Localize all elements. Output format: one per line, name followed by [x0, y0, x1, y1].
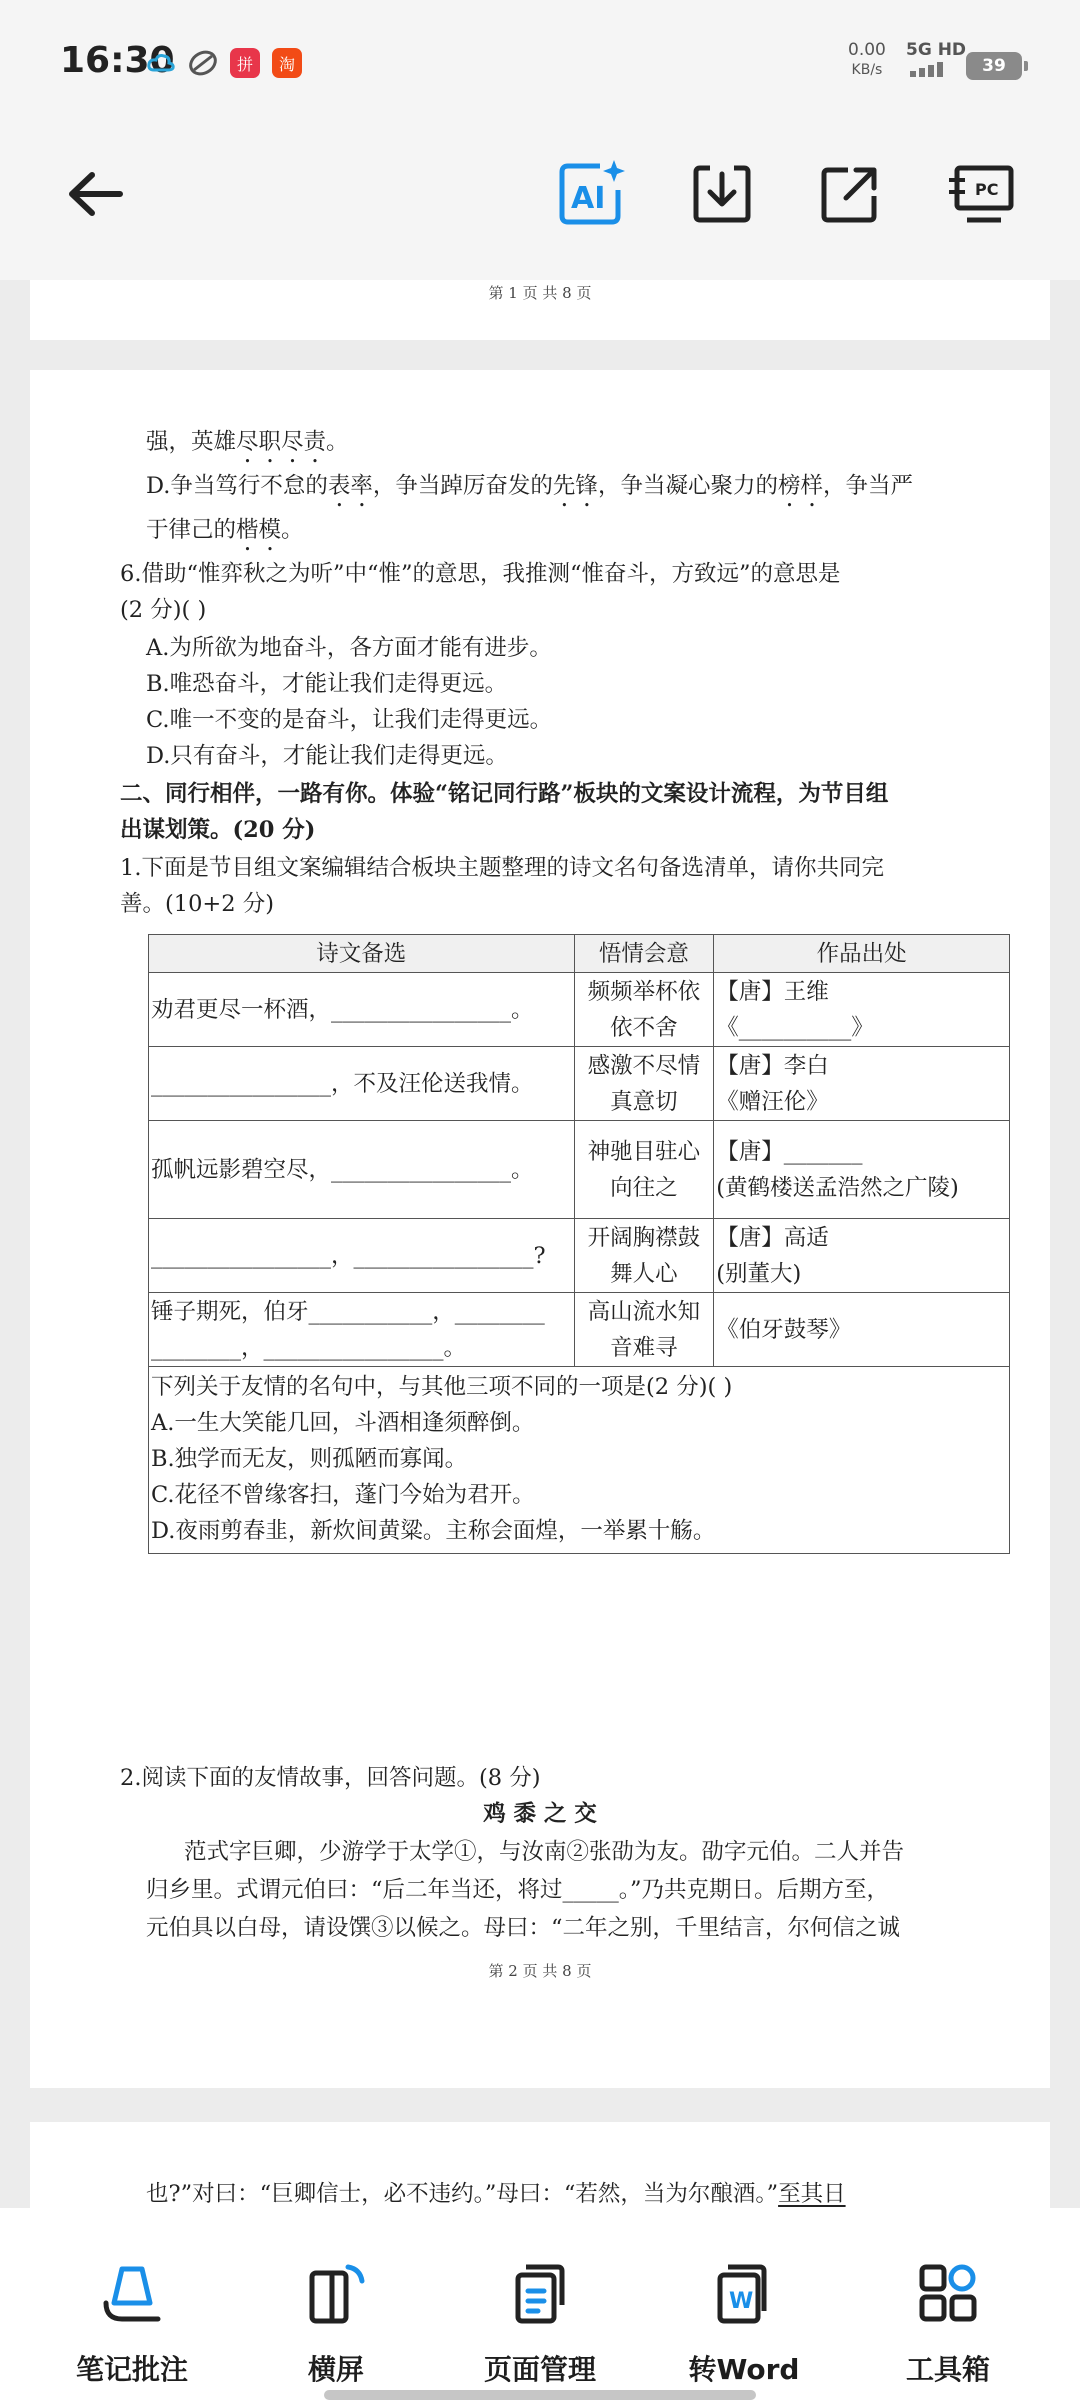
poem-cell	[149, 1219, 575, 1293]
net-speed-value: 0.00	[848, 40, 886, 60]
friendship-option-b: B.独学而无友，则孤陋而寡闻。	[151, 1446, 468, 1472]
page-3	[30, 2122, 1050, 2208]
bottom-toolbar	[0, 2208, 1080, 2408]
question-1-score: 善。(10+2 分)	[120, 891, 275, 917]
poem-line: 孤帆远影碧空尽，________________。	[151, 1156, 534, 1183]
source-cell	[714, 1121, 1010, 1219]
word-convert-label: 转Word	[688, 2353, 800, 2386]
feeling-line: 感激不尽情	[587, 1052, 701, 1079]
page-manage-icon	[505, 2258, 575, 2328]
poem-line: 锤子期死，伯牙___________，________	[151, 1298, 545, 1325]
feeling-line: 高山流水知	[587, 1298, 701, 1325]
table-header: 悟情会意	[574, 935, 714, 973]
feeling-line: 依不舍	[610, 1014, 678, 1041]
q6-option-d: D.只有奋斗，才能让我们走得更远。	[146, 743, 508, 769]
shopping-app-icon: 拼	[230, 48, 260, 78]
rotate-screen-button[interactable]	[236, 2258, 436, 2388]
q6-option-b: B.唯恐奋斗，才能让我们走得更远。	[146, 671, 508, 697]
poem-cell	[149, 1293, 575, 1367]
feeling-cell	[574, 1121, 714, 1219]
table-header: 作品出处	[714, 935, 1010, 973]
svg-text:PC: PC	[975, 180, 999, 199]
option-c-tail: 强，英雄尽职尽责。	[146, 429, 349, 455]
friendship-question: 下列关于友情的名句中，与其他三项不同的一项是(2 分)( )	[151, 1374, 733, 1400]
feeling-line: 真意切	[610, 1088, 678, 1115]
share-icon	[818, 162, 882, 226]
question-2: 2.阅读下面的友情故事，回答问题。(8 分)	[120, 1765, 541, 1791]
option-d: D.争当笃行不怠的表率，争当踔厉奋发的先锋，争当凝心聚力的榜样，争当严	[146, 473, 913, 499]
annotate-button[interactable]	[32, 2258, 232, 2388]
source-line: (别董大)	[716, 1260, 802, 1287]
download-button[interactable]	[680, 152, 764, 236]
source-cell	[714, 1047, 1010, 1121]
top-toolbar	[0, 120, 1080, 280]
section-2-heading-tail: 出谋划策。(20 分)	[120, 817, 316, 843]
net-speed-unit: KB/s	[851, 62, 883, 78]
question-6-score: (2 分)( )	[120, 597, 207, 623]
back-button[interactable]	[52, 152, 136, 236]
annotate-icon	[97, 2258, 167, 2328]
feeling-line: 神驰目驻心	[587, 1138, 701, 1165]
friendship-option-a: A.一生大笑能几回，斗酒相逢须醉倒。	[151, 1410, 535, 1436]
share-button[interactable]	[808, 152, 892, 236]
feeling-cell	[574, 1219, 714, 1293]
feeling-cell	[574, 1047, 714, 1121]
ai-icon	[556, 158, 628, 230]
feeling-line: 舞人心	[610, 1260, 678, 1287]
page-2	[30, 370, 1050, 2088]
feeling-line: 频频举杯依	[587, 978, 701, 1005]
source-line: 《赠汪伦》	[716, 1088, 829, 1115]
source-line: (黄鹤楼送孟浩然之广陵)	[716, 1174, 959, 1201]
source-cell	[714, 1219, 1010, 1293]
table-row	[149, 973, 1010, 1047]
app-icon	[188, 48, 218, 78]
underlined-text: 至其日	[778, 2181, 846, 2207]
home-indicator[interactable]	[324, 2390, 756, 2400]
story-line: 范式字巨卿，少游学于太学①，与汝南②张劭为友。劭字元伯。二人并告	[184, 1839, 905, 1865]
poem-cell	[149, 1047, 575, 1121]
signal-icon	[910, 62, 943, 77]
battery-icon	[966, 52, 1022, 80]
status-bar	[0, 0, 1080, 120]
feeling-line: 开阔胸襟鼓	[587, 1224, 701, 1251]
feeling-cell	[574, 1293, 714, 1367]
page-1	[30, 280, 1050, 340]
poem-line: ________________，________________?	[151, 1242, 546, 1269]
back-arrow-icon	[64, 169, 124, 219]
poem-line: ________________，不及汪伦送我情。	[151, 1070, 534, 1097]
poem-line: 劝君更尽一杯酒，________________。	[151, 996, 534, 1023]
pc-icon	[947, 162, 1017, 226]
feeling-cell	[574, 973, 714, 1047]
status-time: 16:30	[60, 40, 175, 81]
table-header: 诗文备选	[149, 935, 575, 973]
table-row	[149, 1121, 1010, 1219]
annotate-label: 笔记批注	[75, 2353, 188, 2386]
feeling-line: 音难寻	[610, 1334, 678, 1361]
story-line: 元伯具以白母，请设馔③以候之。母曰：“二年之别，千里结言，尔何信之诚	[146, 1915, 901, 1941]
feeling-line: 向往之	[610, 1174, 678, 1201]
pc-button[interactable]	[940, 152, 1024, 236]
battery-level: 39	[982, 56, 1006, 76]
table-header-row	[149, 935, 1010, 973]
poem-cell	[149, 973, 575, 1047]
page-manage-label: 页面管理	[483, 2353, 596, 2386]
toolbox-button[interactable]	[848, 2258, 1048, 2388]
source-line: 【唐】李白	[716, 1052, 829, 1079]
source-line: 《__________》	[716, 1014, 874, 1041]
table-row	[149, 1047, 1010, 1121]
source-line: 【唐】王维	[716, 978, 829, 1005]
story-line	[146, 2176, 846, 2208]
ai-button[interactable]	[550, 152, 634, 236]
friendship-option-d: D.夜雨剪春韭，新炊间黄粱。主称会面煌，一举累十觞。	[151, 1518, 716, 1544]
poem-line: ________，________________。	[151, 1334, 467, 1361]
question-6: 6.借助“惟弈秋之为听”中“惟”的意思，我推测“惟奋斗，方致远”的意思是	[120, 561, 841, 587]
svg-text:W: W	[729, 2289, 754, 2314]
toolbox-icon	[913, 2258, 983, 2328]
svg-text:AI: AI	[571, 181, 606, 216]
page-1-footer: 第 1 页 共 8 页	[488, 284, 592, 302]
question-cell	[149, 1367, 1010, 1554]
q6-option-a: A.为所欲为地奋斗，各方面才能有进步。	[146, 635, 552, 661]
story-line: 归乡里。式谓元伯曰：“后二年当还，将过_____。”乃共克期日。后期方至，	[146, 1877, 890, 1903]
rotate-screen-icon	[301, 2258, 371, 2328]
download-icon	[690, 162, 754, 226]
poem-cell	[149, 1121, 575, 1219]
document-viewer[interactable]	[0, 280, 1080, 2208]
net-speed	[848, 40, 886, 80]
page-2-footer: 第 2 页 共 8 页	[488, 1962, 592, 1980]
question-1: 1.下面是节目组文案编辑结合板块主题整理的诗文名句备选清单，请你共同完	[120, 855, 884, 881]
source-cell	[714, 1293, 1010, 1367]
story-title: 鸡 黍 之 交	[483, 1801, 597, 1827]
story-text: 也?”对曰：“巨卿信士，必不违约。”母曰：“若然，当为尔酿酒。”	[146, 2181, 779, 2207]
toolbox-label: 工具箱	[905, 2353, 990, 2386]
table-row	[149, 1219, 1010, 1293]
cloud-icon	[146, 48, 176, 78]
poem-table	[148, 934, 1010, 1554]
page-manage-button[interactable]	[440, 2258, 640, 2388]
section-2-heading: 二、同行相伴，一路有你。体验“铭记同行路”板块的文案设计流程，为节目组	[120, 781, 889, 807]
source-line: 【唐】_______	[716, 1138, 863, 1165]
q6-option-c: C.唯一不变的是奋斗，让我们走得更远。	[146, 707, 553, 733]
notification-icons	[146, 48, 302, 78]
table-row	[149, 1293, 1010, 1367]
table-question-row	[149, 1367, 1010, 1554]
option-d-tail: 于律己的楷模。	[146, 517, 304, 543]
word-convert-button[interactable]	[644, 2258, 844, 2388]
friendship-option-c: C.花径不曾缘客扫，蓬门今始为君开。	[151, 1482, 535, 1508]
source-line: 【唐】高适	[716, 1224, 829, 1251]
source-cell	[714, 973, 1010, 1047]
taobao-icon: 淘	[272, 48, 302, 78]
rotate-screen-label: 横屏	[307, 2353, 364, 2386]
source-line: 《伯牙鼓琴》	[716, 1316, 852, 1343]
word-convert-icon	[709, 2258, 779, 2328]
signal-label: 5G HD	[906, 40, 967, 60]
